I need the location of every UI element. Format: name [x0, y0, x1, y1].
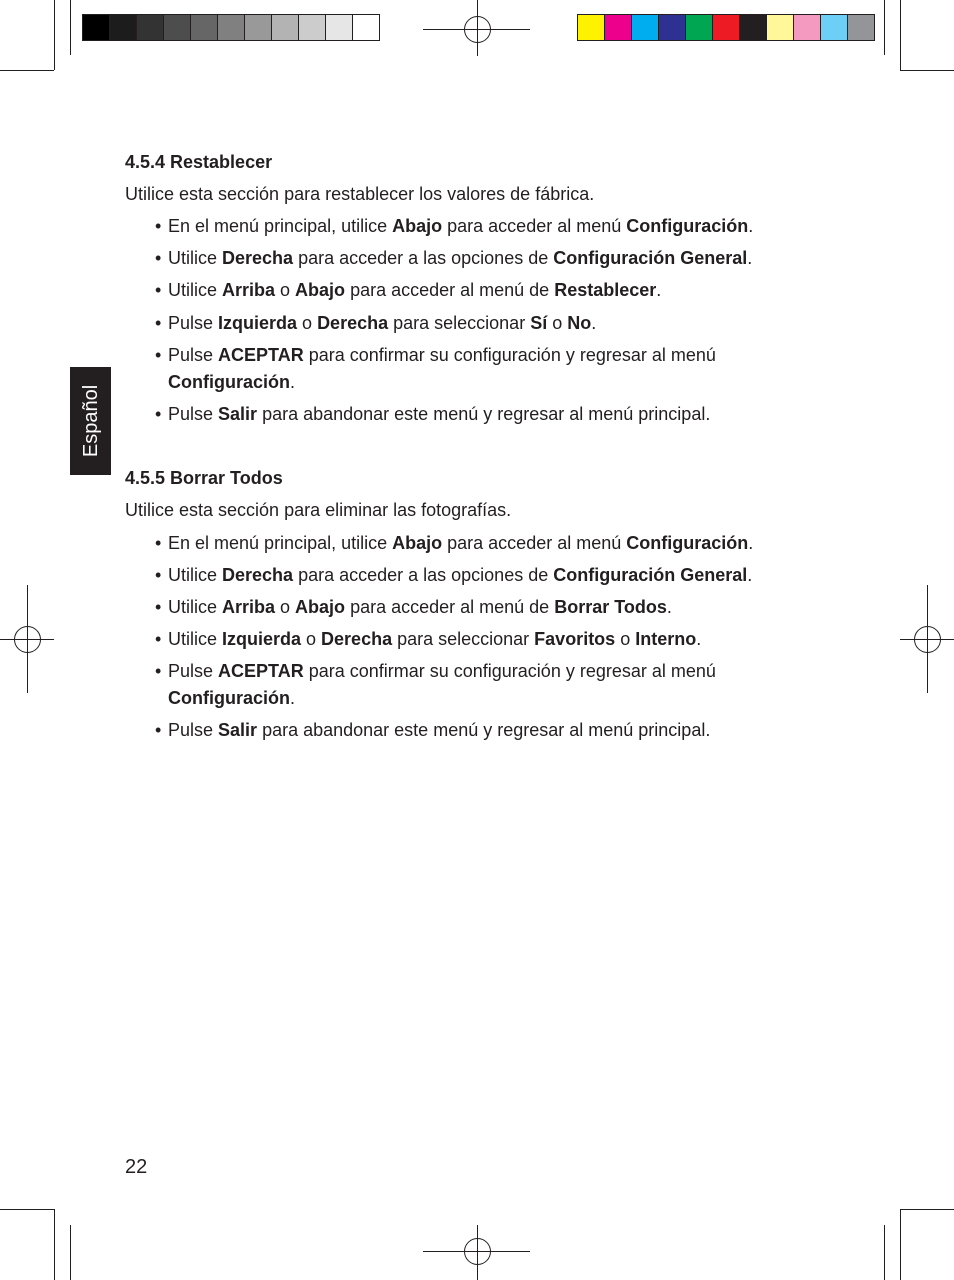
color-swatch [658, 14, 686, 41]
color-swatch [190, 14, 218, 41]
color-swatch [820, 14, 848, 41]
list-item: • Utilice Derecha para acceder a las opciones de Configuración General. [155, 248, 753, 268]
list-item: • Pulse Salir para abandonar este menú y regresar al menú principal. [155, 404, 711, 424]
color-swatch [793, 14, 821, 41]
color-swatch [298, 14, 326, 41]
color-swatch [109, 14, 137, 41]
section-title: 4.5.4 Restablecer [125, 152, 273, 172]
color-swatch [631, 14, 659, 41]
list-item: • Utilice Arriba o Abajo para acceder al menú de Restablecer. [155, 280, 662, 300]
color-swatch [244, 14, 272, 41]
list-item: • Utilice Izquierda o Derecha para seleccionar Favoritos o Interno. [155, 629, 702, 649]
list-item: • En el menú principal, utilice Abajo para acceder al menú Configuración. [155, 533, 754, 553]
color-swatch [82, 14, 110, 41]
section-intro: Utilice esta sección para eliminar las fotografías. [125, 500, 512, 520]
color-swatch [217, 14, 245, 41]
section-intro: Utilice esta sección para restablecer los valores de fábrica. [125, 184, 595, 204]
color-swatch [577, 14, 605, 41]
color-swatch [712, 14, 740, 41]
color-swatch [847, 14, 875, 41]
language-tab-label: Español [79, 384, 102, 458]
section-title: 4.5.5 Borrar Todos [125, 468, 283, 488]
color-swatch [604, 14, 632, 41]
language-tab [70, 367, 111, 475]
color-swatch [766, 14, 794, 41]
color-swatch [685, 14, 713, 41]
color-swatch [163, 14, 191, 41]
page-number: 22 [125, 1156, 148, 1178]
color-swatch [352, 14, 380, 41]
color-swatch [271, 14, 299, 41]
color-swatch [739, 14, 767, 41]
list-item: • Pulse Salir para abandonar este menú y regresar al menú principal. [155, 720, 711, 740]
list-item: • Utilice Derecha para acceder a las opciones de Configuración General. [155, 565, 753, 585]
list-item: • Pulse ACEPTAR para confirmar su configuración y regresar al menú Configuración. [155, 345, 716, 392]
color-swatch [136, 14, 164, 41]
list-item: • Utilice Arriba o Abajo para acceder al menú de Borrar Todos. [155, 597, 672, 617]
list-item: • En el menú principal, utilice Abajo para acceder al menú Configuración. [155, 216, 754, 236]
color-swatch [325, 14, 353, 41]
list-item: • Pulse Izquierda o Derecha para seleccionar Sí o No. [155, 313, 597, 333]
list-item: • Pulse ACEPTAR para confirmar su configuración y regresar al menú Configuración. [155, 661, 716, 708]
